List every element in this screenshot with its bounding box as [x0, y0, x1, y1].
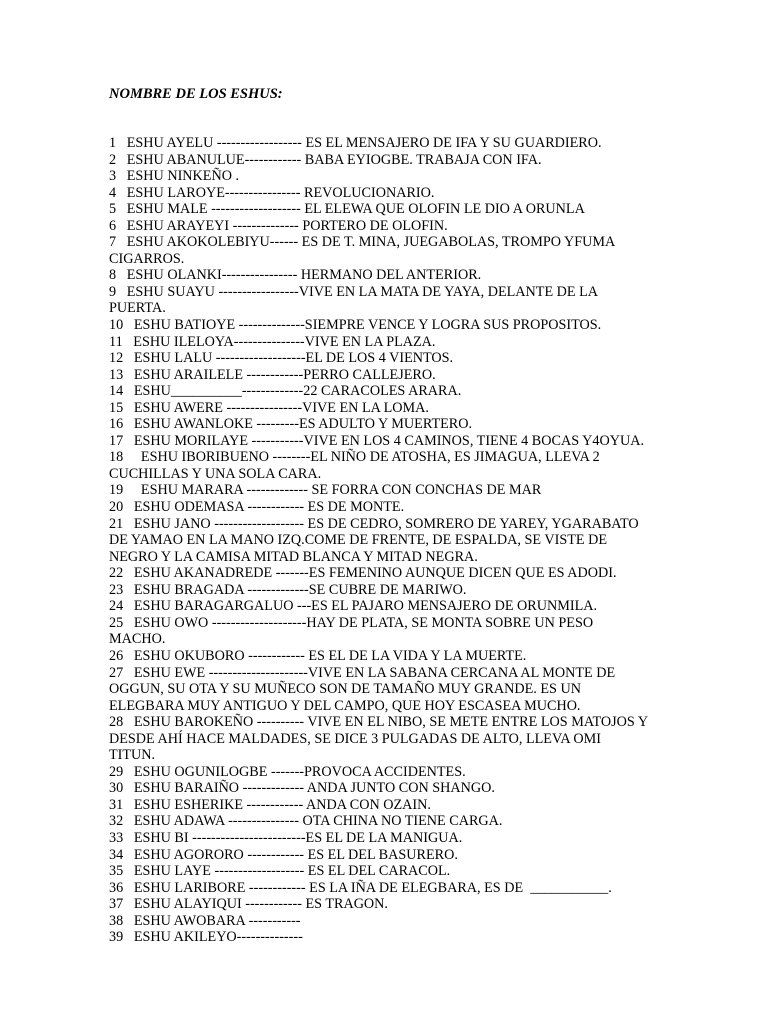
list-item: 18 ESHU IBORIBUENO --------EL NIÑO DE ATOSHA, ES JIMAGUA, LLEVA 2 CUCHILLAS Y UNA SOLA CARA. — [109, 449, 604, 482]
list-item: 4 ESHU LAROYE---------------- REVOLUCIONARIO. — [109, 184, 435, 201]
list-item: 24 ESHU BARAGARGALUO ---ES EL PAJARO MENSAJERO DE ORUNMILA. — [109, 598, 598, 615]
list-item: 37 ESHU ALAYIQUI ------------ ES TRAGON. — [109, 896, 388, 913]
list-item: 32 ESHU ADAWA --------------- OTA CHINA NO TIENE CARGA. — [109, 813, 503, 830]
list-item: 9 ESHU SUAYU -----------------VIVE EN LA MATA DE YAYA, DELANTE DE LA PUERTA. — [109, 283, 601, 317]
list-item: 10 ESHU BATIOYE --------------SIEMPRE VENCE Y LOGRA SUS PROPOSITOS. — [109, 317, 602, 334]
list-item: 7 ESHU AKOKOLEBIYU------ ES DE T. MINA, JUEGABOLAS, TROMPO YFUMA CIGARROS. — [109, 234, 619, 267]
list-item: 8 ESHU OLANKI---------------- HERMANO DEL ANTERIOR. — [109, 267, 482, 284]
list-item: 28 ESHU BAROKEÑO ---------- VIVE EN EL NIBO, SE METE ENTRE LOS MATOJOS Y DESDE AHÍ HACE MALDADES, SE DICE 3 PULGADAS DE ALTO, LLEVA OMI TITUN. — [109, 714, 652, 764]
list-item: 34 ESHU AGORORO ------------ ES EL DEL BASURERO. — [109, 846, 458, 863]
page-title: NOMBRE DE LOS ESHUS: — [109, 86, 283, 102]
list-item: 14 ESHU__________-------------22 CARACOLES ARARA. — [109, 383, 462, 400]
list-item: 17 ESHU MORILAYE -----------VIVE EN LOS 4 CAMINOS, TIENE 4 BOCAS Y4OYUA. — [109, 432, 645, 449]
list-item: 26 ESHU OKUBORO ------------ ES EL DE LA VIDA Y LA MUERTE. — [109, 647, 527, 664]
list-item: 29 ESHU OGUNILOGBE -------PROVOCA ACCIDENTES. — [109, 763, 466, 780]
list-item: 36 ESHU LARIBORE ------------ ES LA IÑA DE ELEGBARA, ES DE ___________. — [109, 879, 612, 896]
list-item: 13 ESHU ARAILELE ------------PERRO CALLEJERO. — [109, 366, 436, 383]
list-item: 35 ESHU LAYE ------------------- ES EL DEL CARACOL. — [109, 863, 451, 880]
list-item: 39 ESHU AKILEYO-------------- — [109, 929, 303, 946]
list-item: 3 ESHU NINKEÑO . — [109, 168, 240, 185]
list-item: 31 ESHU ESHERIKE ------------ ANDA CON OZAIN. — [109, 796, 431, 813]
list-item: 33 ESHU BI ------------------------ES EL DE LA MANIGUA. — [109, 829, 463, 846]
list-item: 6 ESHU ARAYEYI -------------- PORTERO DE OLOFIN. — [109, 217, 448, 234]
list-item: 20 ESHU ODEMASA ------------ ES DE MONTE. — [109, 499, 405, 516]
list-item: 16 ESHU AWANLOKE ---------ES ADULTO Y MUERTERO. — [109, 416, 473, 433]
list-item: 23 ESHU BRAGADA -------------SE CUBRE DE MARIWO. — [109, 581, 467, 598]
list-item: 19 ESHU MARARA ------------- SE FORRA CON CONCHAS DE MAR — [109, 482, 542, 499]
list-item: 11 ESHU ILELOYA---------------VIVE EN LA PLAZA. — [109, 333, 436, 350]
list-item: 1 ESHU AYELU ------------------ ES EL MENSAJERO DE IFA Y SU GUARDIERO. — [109, 135, 602, 151]
list-item: 38 ESHU AWOBARA ----------- — [109, 912, 301, 929]
list-item: 25 ESHU OWO --------------------HAY DE PLATA, SE MONTA SOBRE UN PESO MACHO. — [109, 614, 597, 648]
list-item: 2 ESHU ABANULUE------------ BABA EYIOGBE. TRABAJA CON IFA. — [109, 151, 542, 168]
list-item: 15 ESHU AWERE ----------------VIVE EN LA LOMA. — [109, 399, 429, 416]
list-item: 21 ESHU JANO ------------------- ES DE CEDRO, SOMRERO DE YAREY, YGARABATO DE YAMAO EN LA MANO IZQ.COME DE FRENTE, DE ESPALDA, SE VISTE DE NEGRO Y LA CAMISA MITAD BLANCA Y MITAD NEGRA. — [109, 515, 643, 565]
list-item: 30 ESHU BARAIÑO ------------- ANDA JUNTO CON SHANGO. — [109, 780, 495, 797]
list-item: 5 ESHU MALE ------------------- EL ELEWA QUE OLOFIN LE DIO A ORUNLA — [109, 201, 585, 218]
list-item: 22 ESHU AKANADREDE -------ES FEMENINO AUNQUE DICEN QUE ES ADODI. — [109, 565, 617, 582]
list-item: 27 ESHU EWE ---------------------VIVE EN LA SABANA CERCANA AL MONTE DE OGGUN, SU OTA Y SU MUÑECO SON DE TAMAÑO MUY GRANDE. ES UN ELEGBARA MUY ANTIGUO Y DEL CAMPO, QUE HOY ESCASEA MUCHO. — [109, 664, 619, 714]
list-item: 12 ESHU LALU -------------------EL DE LOS 4 VIENTOS. — [109, 350, 454, 367]
eshu-list — [109, 135, 652, 946]
